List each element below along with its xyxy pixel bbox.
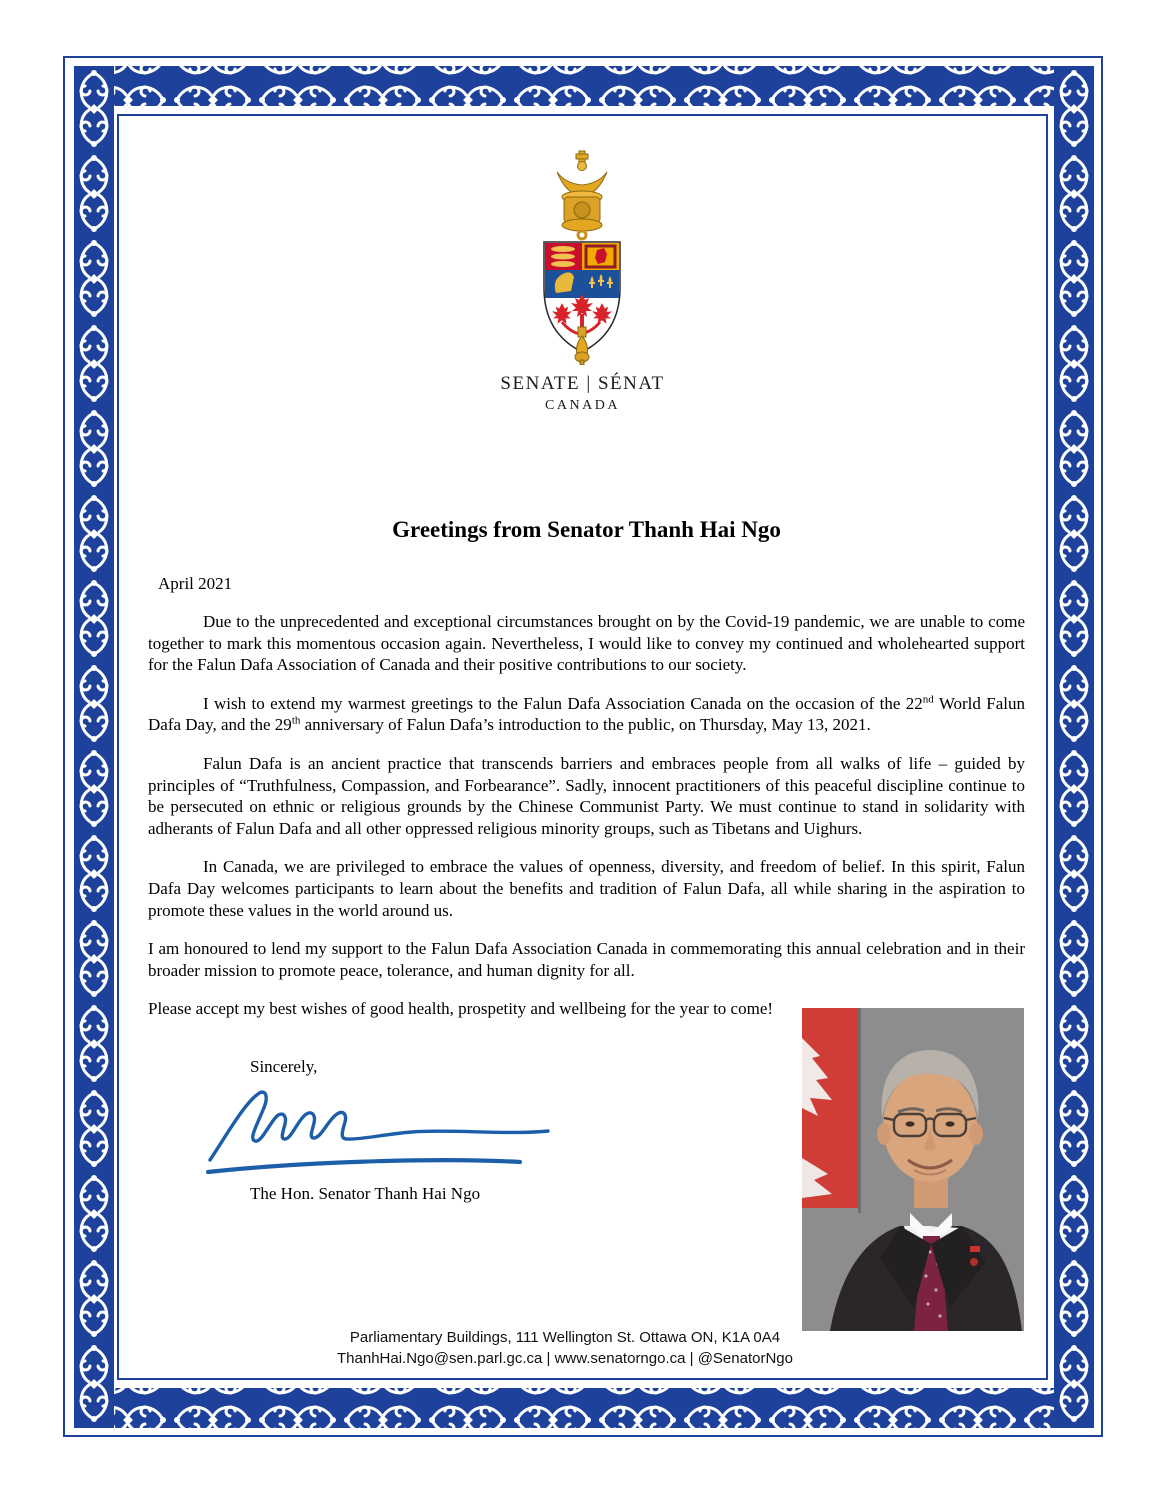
footer — [120, 1327, 1010, 1369]
paragraph-4: In Canada, we are privileged to embrace the values of openness, diversity, and freedom of belief. In this spirit, Falun Dafa Day welcomes participants to learn about the benefits and tradition of Falun Dafa, all while sharing in the aspiration to promote these values in the world around us. — [148, 857, 1025, 920]
paragraph-6: Please accept my best wishes of good health, prospetity and wellbeing for the year to come! — [148, 999, 774, 1019]
footer-contact: ThanhHai.Ngo@sen.parl.gc.ca | www.senatorngo.ca | @SenatorNgo — [337, 1350, 793, 1367]
paragraph-3: Falun Dafa is an ancient practice that transcends barriers and embraces people from all walks of life – guided by principles of “Truthfulness, Compassion, and Forbearance”. Sadly, innocent practitioners of this peaceful discipline continue to be persecuted on ethnic or religious grounds by the Chinese Communist Party. We must continue to stand in solidarity with adherants of Falun Dafa and all other oppressed religious minority groups, such as Tibetans and Uighurs. — [148, 753, 1025, 838]
ordinal-superscript: th — [291, 714, 301, 727]
paragraph-2 — [148, 693, 1025, 736]
paragraph-2-text: I wish to extend my warmest greetings to the Falun Dafa Association Canada on the occasion of the 22 — [203, 693, 923, 713]
signer-name: The Hon. Senator Thanh Hai Ngo — [250, 1184, 481, 1203]
footer-address: Parliamentary Buildings, 111 Wellington St. Ottawa ON, K1A 0A4 — [349, 1329, 781, 1346]
crest-country-line: CANADA — [545, 398, 620, 413]
canada-flag — [802, 1008, 861, 1213]
paragraph-5: I am honoured to lend my support to the Falun Dafa Association Canada in commemorating this annual celebration and in their broader mission to promote peace, tolerance, and human dignity for all. — [148, 939, 1025, 980]
paragraph-2-text: World Falun Dafa Day, and the 29 — [148, 693, 1025, 735]
paragraph-2-text: anniversary of Falun Dafa’s introduction to the public, on Thursday, May 13, 2021. — [300, 715, 871, 735]
closing-salutation: Sincerely, — [250, 1057, 318, 1076]
letter-title: Greetings from Senator Thanh Hai Ngo — [392, 517, 781, 542]
flag-pin-icon — [970, 1246, 980, 1252]
letter-date: April 2021 — [158, 574, 233, 593]
senate-canada-crest-icon — [477, 150, 687, 365]
crest-caption — [117, 373, 1048, 414]
handwritten-signature — [200, 1072, 560, 1182]
round-pin-icon — [970, 1258, 978, 1266]
senator-portrait-photo — [802, 1008, 1024, 1331]
crest-org-line: SENATE | SÉNAT — [500, 373, 665, 394]
paragraph-1: Due to the unprecedented and exceptional circumstances brought on by the Covid-19 pandemic, we are unable to come together to mark this momentous occasion again. Nevertheless, I would like to convey my continued and wholehearted support for the Falun Dafa Association of Canada and their positive contributions to our society. — [148, 612, 1025, 675]
ordinal-superscript: nd — [922, 693, 934, 706]
letter-body — [148, 517, 1025, 1020]
